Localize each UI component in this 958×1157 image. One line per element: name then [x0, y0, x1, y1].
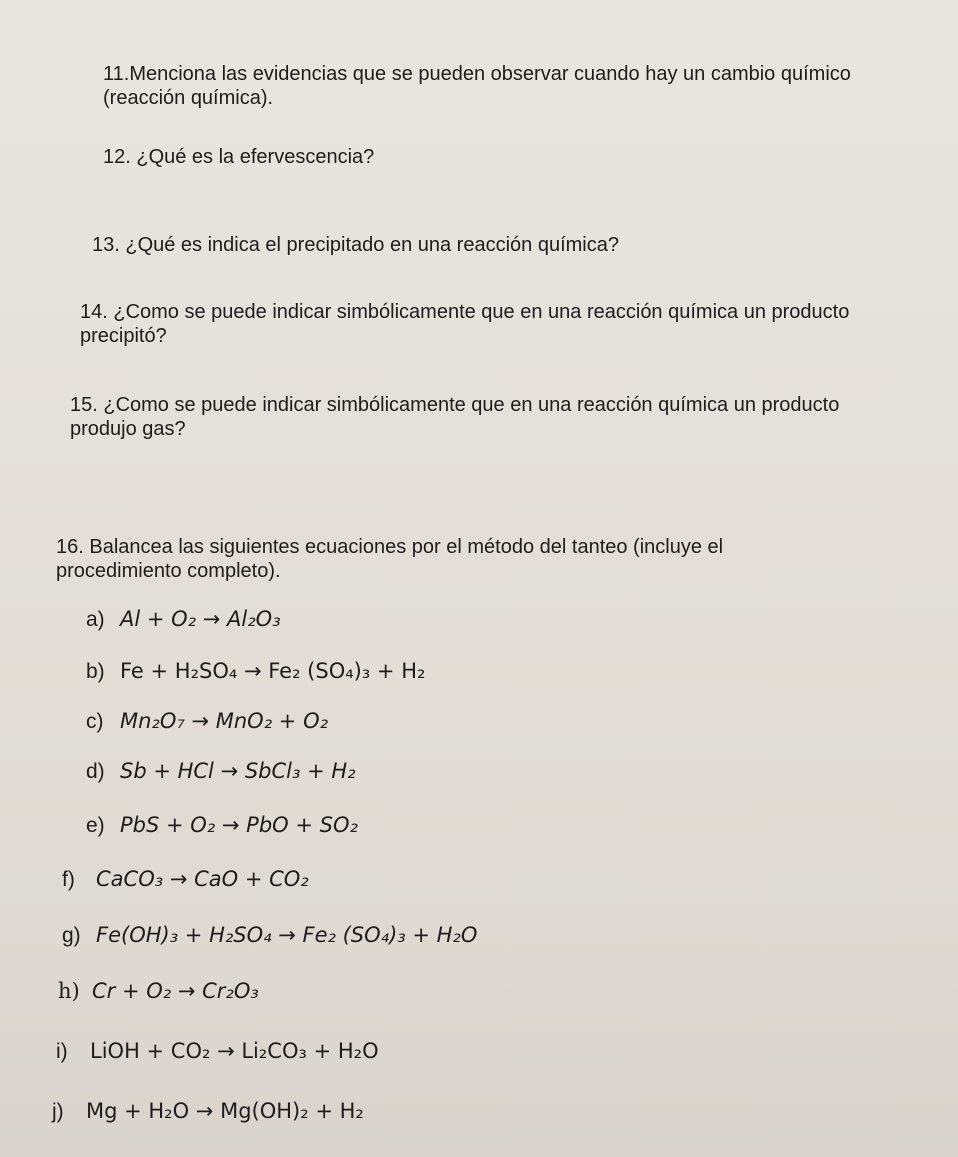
- equation-text: Sb + HCl → SbCl₃ + H₂: [120, 759, 356, 783]
- equation-b: [86, 658, 425, 685]
- equation-text: Cr + O₂ → Cr₂O₃: [92, 979, 259, 1003]
- equation-text: CaCO₃ → CaO + CO₂: [96, 867, 309, 891]
- equation-label: e): [86, 814, 105, 837]
- equation-h: [58, 978, 259, 1005]
- equation-label: i): [56, 1040, 68, 1063]
- equation-a: [86, 606, 281, 633]
- question-15-line2: produjo gas?: [70, 418, 186, 440]
- question-16: [56, 535, 723, 583]
- question-12-line1: 12. ¿Qué es la efervescencia?: [103, 146, 375, 168]
- question-15: [70, 393, 839, 441]
- equation-c: [86, 708, 328, 735]
- question-11-line1: 11.Menciona las evidencias que se pueden observar cuando hay un cambio químico: [103, 63, 851, 85]
- equation-label: g): [62, 924, 81, 947]
- equation-label: h): [58, 979, 80, 1003]
- question-13-line1: 13. ¿Qué es indica el precipitado en una reacción química?: [92, 234, 619, 256]
- equation-j: [52, 1098, 364, 1125]
- equation-e: [86, 812, 358, 839]
- question-14-line2: precipitó?: [80, 325, 167, 347]
- question-11-line2: (reacción química).: [103, 87, 274, 109]
- equation-text: Mn₂O₇ → MnO₂ + O₂: [120, 709, 329, 733]
- question-14: [80, 300, 849, 348]
- equation-label: f): [62, 868, 75, 891]
- equation-label: a): [86, 608, 105, 631]
- equation-d: [86, 758, 356, 785]
- question-16-line1: 16. Balancea las siguientes ecuaciones por el método del tanteo (incluye el: [56, 536, 724, 558]
- equation-text: LiOH + CO₂ → Li₂CO₃ + H₂O: [90, 1039, 379, 1063]
- question-13: [92, 233, 619, 257]
- equation-label: j): [52, 1100, 64, 1123]
- question-14-line1: 14. ¿Como se puede indicar simbólicamente que en una reacción química un producto: [80, 301, 850, 323]
- equation-label: b): [86, 660, 105, 683]
- equation-text: Al + O₂ → Al₂O₃: [120, 607, 281, 631]
- question-16-line2: procedimiento completo).: [56, 560, 281, 582]
- equation-label: d): [86, 760, 105, 783]
- equation-f: [62, 866, 309, 893]
- question-15-line1: 15. ¿Como se puede indicar simbólicamente que en una reacción química un producto: [70, 394, 840, 416]
- equation-i: [56, 1038, 379, 1065]
- question-11: [103, 62, 851, 110]
- equation-text: PbS + O₂ → PbO + SO₂: [120, 813, 358, 837]
- equation-text: Fe(OH)₃ + H₂SO₄ → Fe₂ (SO₄)₃ + H₂O: [96, 923, 478, 947]
- question-12: [103, 145, 374, 169]
- equation-text: Mg + H₂O → Mg(OH)₂ + H₂: [86, 1099, 364, 1123]
- equation-g: [62, 922, 477, 949]
- equation-label: c): [86, 710, 104, 733]
- equation-text: Fe + H₂SO₄ → Fe₂ (SO₄)₃ + H₂: [120, 659, 426, 683]
